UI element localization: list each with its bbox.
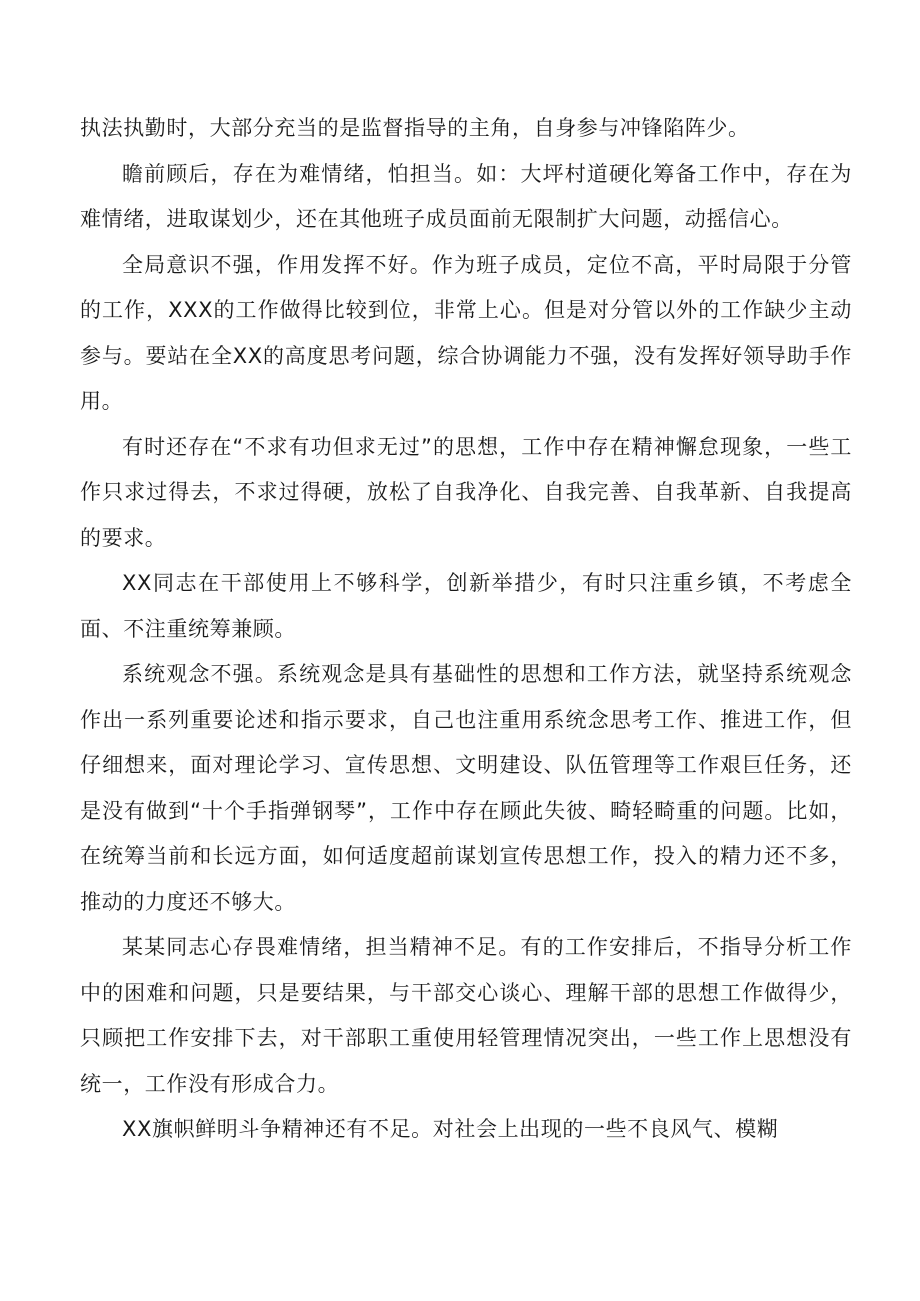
paragraph: 瞻前顾后，存在为难情绪，怕担当。如：大坪村道硬化筹备工作中，存在为难情绪，进取谋划少，还在其他班子成员面前无限制扩大问题，动摇信心。 [80, 161, 852, 231]
paragraph: 系统观念不强。系统观念是具有基础性的思想和工作方法，就坚持系统观念作出一系列重要论述和指示要求，自己也注重用系统念思考工作、推进工作，但仔细想来，面对理论学习、宣传思想、文明建设、队伍管理等工作艰巨任务，还是没有做到“十个手指弹钢琴”，工作中存在顾此失彼、畸轻畸重的问题。比如，在统筹当前和长远方面，如何适度超前谋划宣传思想工作，投入的精力还不多，推动的力度还不够大。 [80, 662, 852, 914]
paragraph: 全局意识不强，作用发挥不好。作为班子成员，定位不高，平时局限于分管的工作，XXX的工作做得比较到位，非常上心。但是对分管以外的工作缺少主动参与。要站在全XX的高度思考问题，综合协调能力不强，没有发挥好领导助手作用。 [80, 252, 852, 413]
paragraph: 有时还存在“不求有功但求无过”的思想，工作中存在精神懈怠现象，一些工作只求过得去，不求过得硬，放松了自我净化、自我完善、自我革新、自我提高的要求。 [80, 434, 852, 550]
paragraph: 某某同志心存畏难情绪，担当精神不足。有的工作安排后，不指导分析工作中的困难和问题，只是要结果，与干部交心谈心、理解干部的思想工作做得少，只顾把工作安排下去，对干部职工重使用轻管理情况突出，一些工作上思想没有统一，工作没有形成合力。 [80, 935, 852, 1096]
paragraph: XX旗帜鲜明斗争精神还有不足。对社会上出现的一些不良风气、模糊 [122, 1117, 779, 1141]
document-body [80, 106, 852, 1153]
paragraph-continuation: 执法执勤时，大部分充当的是监督指导的主角，自身参与冲锋陷阵少。 [80, 116, 750, 140]
paragraph: XX同志在干部使用上不够科学，创新举措少，有时只注重乡镇，不考虑全面、不注重统筹兼顾。 [80, 571, 852, 641]
